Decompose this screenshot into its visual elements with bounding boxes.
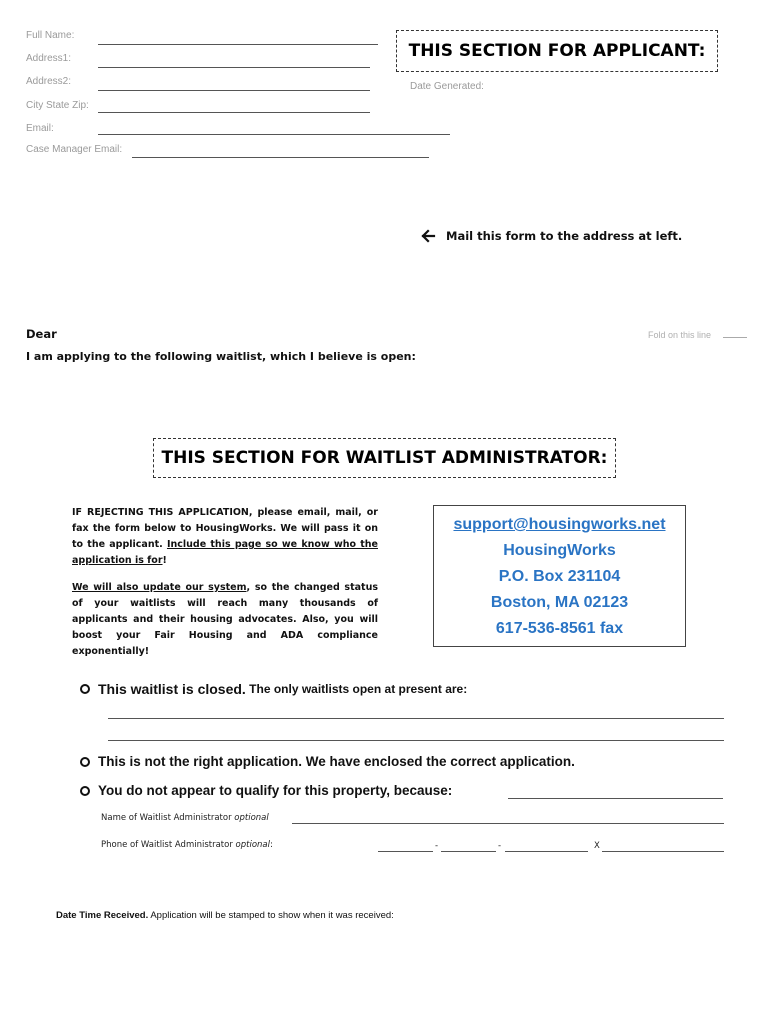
phone-dash-2: - [498, 841, 502, 851]
phone-number-line[interactable] [505, 851, 588, 852]
phone-dash-1: - [435, 841, 439, 851]
contact-city: Boston, MA 02123 [490, 594, 629, 611]
admin-name-line[interactable] [292, 823, 724, 824]
arrow-left-icon [420, 228, 436, 244]
contact-po-box: P.O. Box 231104 [498, 568, 621, 585]
option-not-qualify-text: You do not appear to qualify for this property, because: [98, 783, 453, 798]
open-waitlists-line-1[interactable] [108, 718, 724, 719]
rejecting-text: IF REJECTING THIS APPLICATION, please email, mail, or fax the form below to HousingWorks. We will pass it on to the applicant. [72, 507, 378, 550]
admin-name-optional: optional [234, 813, 269, 823]
admin-section-header [153, 438, 616, 478]
email-label: Email: [26, 123, 54, 134]
full-name-label: Full Name: [26, 30, 75, 41]
admin-phone-label [101, 840, 273, 850]
update-paragraph [72, 580, 378, 660]
radio-wrong-app[interactable] [80, 757, 90, 767]
contact-fax: 617-536-8561 fax [495, 620, 624, 637]
admin-name-text: Name of Waitlist Administrator [101, 813, 235, 823]
case-manager-email-line[interactable] [132, 157, 429, 158]
full-name-line[interactable] [98, 44, 378, 45]
not-qualify-reason-line[interactable] [508, 798, 723, 799]
mail-note: Mail this form to the address at left. [446, 229, 683, 243]
email-line[interactable] [98, 134, 450, 135]
address1-line[interactable] [98, 67, 370, 68]
address2-line[interactable] [98, 90, 370, 91]
option-closed-bold: This waitlist is closed. [98, 681, 246, 697]
contact-org: HousingWorks [503, 542, 616, 559]
fold-note: Fold on this line [648, 330, 712, 340]
option-closed-rest: The only waitlists open at present are: [245, 682, 468, 696]
admin-name-label [101, 813, 269, 823]
date-received-text: Application will be stamped to show when it was received: [148, 910, 394, 921]
option-not-qualify [80, 783, 452, 798]
applicant-section-title: THIS SECTION FOR APPLICANT: [408, 41, 706, 61]
open-waitlists-line-2[interactable] [108, 740, 724, 741]
radio-not-qualify[interactable] [80, 786, 90, 796]
applying-text: I am applying to the following waitlist, which I believe is open: [26, 350, 416, 363]
date-generated-label: Date Generated: [410, 81, 484, 92]
admin-phone-optional: optional [235, 840, 270, 850]
case-manager-email-label: Case Manager Email: [26, 144, 123, 155]
dear-salutation: Dear [26, 327, 57, 341]
update-text: , so the changed status of your waitlists will reach many thousands of applicants and their housing advocates. Also, you will boost your Fair Housing and ADA compliance exponentially! [72, 582, 378, 657]
option-wrong-app [80, 754, 575, 769]
city-state-zip-line[interactable] [98, 112, 370, 113]
admin-phone-text: Phone of Waitlist Administrator [101, 840, 236, 850]
city-state-zip-label: City State Zip: [26, 100, 89, 111]
option-closed [80, 681, 467, 697]
phone-ext-line[interactable] [602, 851, 724, 852]
update-underlined: We will also update our system [72, 582, 247, 593]
address1-label: Address1: [26, 53, 72, 64]
date-received-note [56, 910, 394, 921]
fold-line [723, 337, 747, 338]
contact-box [433, 505, 686, 647]
contact-email-link[interactable]: support@housingworks.net [453, 516, 666, 533]
radio-closed[interactable] [80, 684, 90, 694]
admin-section-title: THIS SECTION FOR WAITLIST ADMINISTRATOR: [161, 448, 608, 468]
date-received-bold: Date Time Received. [56, 910, 149, 921]
option-wrong-app-text: This is not the right application. We have enclosed the correct application. [98, 754, 575, 769]
rejecting-end: ! [162, 555, 167, 566]
phone-prefix-line[interactable] [441, 851, 496, 852]
phone-area-line[interactable] [378, 851, 433, 852]
rejecting-paragraph [72, 505, 378, 569]
applicant-section-header [396, 30, 718, 72]
rejecting-underlined: Include this page so we know who the application is for [72, 539, 378, 566]
admin-phone-colon: : [269, 840, 273, 850]
address2-label: Address2: [26, 76, 72, 87]
phone-ext-x: X [594, 841, 600, 851]
